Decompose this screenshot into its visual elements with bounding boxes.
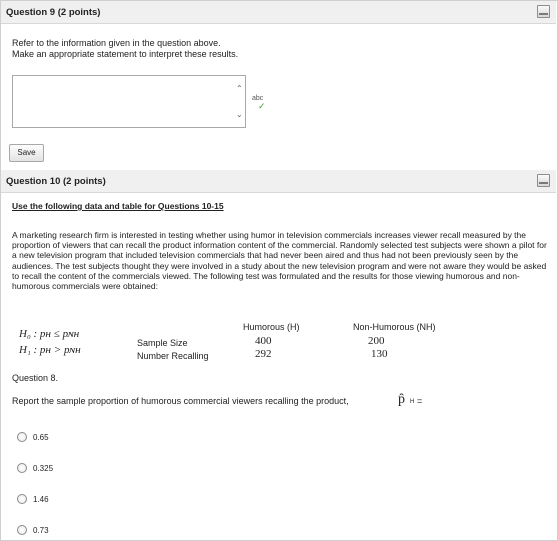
question-9-title: Question 9 (2 points) (6, 7, 101, 18)
save-button[interactable]: Save (9, 144, 44, 162)
data-table-heading: Use the following data and table for Questions 10-15 (12, 201, 224, 211)
option-label-3[interactable]: 1.46 (33, 495, 49, 504)
sample-size-non-humorous: 200 (368, 335, 385, 347)
recalling-non-humorous: 130 (371, 348, 388, 360)
option-radio-1[interactable] (17, 432, 27, 442)
row-label-number-recalling: Number Recalling (137, 351, 209, 361)
question-prompt: Report the sample proportion of humorous commercial viewers recalling the product, (12, 396, 349, 406)
spellcheck-label[interactable]: abc (252, 95, 264, 102)
p-hat-equals: = (417, 396, 423, 406)
question-9-header (1, 1, 556, 24)
col-header-non-humorous: Non-Humorous (NH) (353, 322, 436, 332)
option-radio-2[interactable] (17, 463, 27, 473)
alt-hypothesis: H₁ : pʜ > pɴʜ (19, 344, 81, 356)
scenario-paragraph: A marketing research firm is interested in testing whether using humor in television commercials increases viewer recall measured by the proportion of viewers that can recall the product information content of the commercial. Randomly selected test subjects were shown a pilot for a new television program that included television commercials that had never been aired and thus had not been previously seen by the audiences. The test subjects thought they were involved in a study about the new television program and were not aware they would be asked to recall the content of the commercials viewed. The following test was formulated and the results for those viewing humorous and non-humorous commercials were obtained: (12, 230, 547, 292)
question-10-title: Question 10 (2 points) (6, 176, 106, 187)
flag-question-icon[interactable] (537, 5, 550, 18)
scroll-up-icon[interactable]: ⌃ (236, 84, 243, 93)
q9-answer-textarea[interactable] (12, 75, 246, 128)
q9-instruction-2: Make an appropriate statement to interpret these results. (12, 49, 239, 59)
option-radio-4[interactable] (17, 525, 27, 535)
q9-instruction-1: Refer to the information given in the question above. (12, 38, 221, 48)
question-10-header (1, 170, 556, 193)
col-header-humorous: Humorous (H) (243, 322, 300, 332)
p-hat-symbol: p̂ (398, 392, 405, 407)
sample-size-humorous: 400 (255, 335, 272, 347)
sub-question-label: Question 8. (12, 373, 59, 383)
flag-question-icon[interactable] (537, 174, 550, 187)
option-label-1[interactable]: 0.65 (33, 433, 49, 442)
row-label-sample-size: Sample Size (137, 338, 188, 348)
null-hypothesis: H₀ : pʜ ≤ pɴʜ (19, 328, 80, 340)
recalling-humorous: 292 (255, 348, 272, 360)
answer-scrollbar[interactable] (235, 76, 245, 127)
scroll-down-icon[interactable]: ⌄ (236, 110, 243, 119)
p-hat-subscript: H (410, 399, 415, 405)
option-radio-3[interactable] (17, 494, 27, 504)
option-label-4[interactable]: 0.73 (33, 526, 49, 535)
spellcheck-icon[interactable]: ✓ (258, 101, 266, 111)
option-label-2[interactable]: 0.325 (33, 464, 54, 473)
